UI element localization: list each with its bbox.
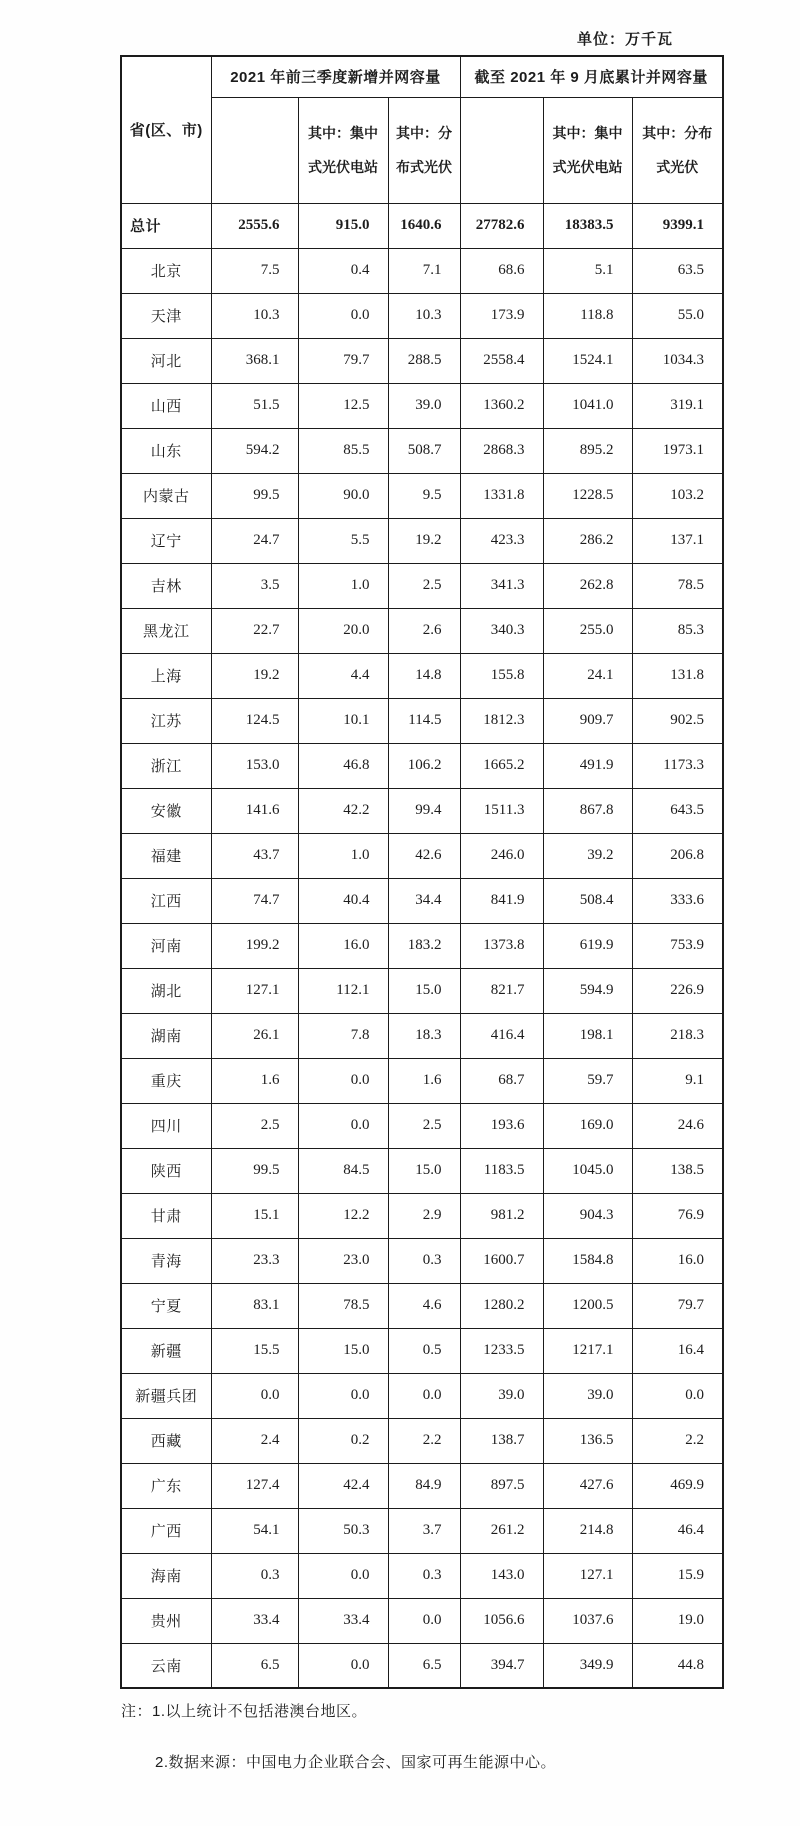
value-cell: 0.0 — [298, 1373, 388, 1418]
table-row — [121, 1508, 723, 1553]
footnotes — [121, 1700, 761, 1772]
province-label-cell: 福建 — [121, 833, 211, 878]
value-cell: 1217.1 — [543, 1328, 632, 1373]
value-cell: 981.2 — [460, 1193, 543, 1238]
value-cell: 0.3 — [211, 1553, 298, 1598]
value-cell: 15.1 — [211, 1193, 298, 1238]
value-cell: 1173.3 — [632, 743, 723, 788]
value-cell: 246.0 — [460, 833, 543, 878]
table-row — [121, 1643, 723, 1688]
value-cell: 33.4 — [211, 1598, 298, 1643]
value-cell: 15.9 — [632, 1553, 723, 1598]
value-cell: 0.0 — [388, 1598, 460, 1643]
value-cell: 39.0 — [460, 1373, 543, 1418]
value-cell: 895.2 — [543, 428, 632, 473]
value-cell: 14.8 — [388, 653, 460, 698]
value-cell: 16.0 — [632, 1238, 723, 1283]
value-cell: 6.5 — [388, 1643, 460, 1688]
value-cell: 46.4 — [632, 1508, 723, 1553]
value-cell: 59.7 — [543, 1058, 632, 1103]
value-cell: 16.0 — [298, 923, 388, 968]
table-row — [121, 968, 723, 1013]
value-cell: 27782.6 — [460, 203, 543, 248]
value-cell: 1228.5 — [543, 473, 632, 518]
value-cell: 18.3 — [388, 1013, 460, 1058]
value-cell: 169.0 — [543, 1103, 632, 1148]
province-label-cell: 甘肃 — [121, 1193, 211, 1238]
note-2: 2.数据来源：中国电力企业联合会、国家可再生能源中心。 — [155, 1754, 557, 1771]
value-cell: 199.2 — [211, 923, 298, 968]
value-cell: 2.2 — [632, 1418, 723, 1463]
value-cell: 2.5 — [211, 1103, 298, 1148]
province-label-cell: 新疆 — [121, 1328, 211, 1373]
table-row — [121, 1463, 723, 1508]
value-cell: 902.5 — [632, 698, 723, 743]
value-cell: 19.0 — [632, 1598, 723, 1643]
table-row — [121, 1418, 723, 1463]
value-cell: 349.9 — [543, 1643, 632, 1688]
table-row — [121, 1058, 723, 1103]
value-cell: 24.7 — [211, 518, 298, 563]
value-cell: 0.0 — [298, 1058, 388, 1103]
value-cell: 50.3 — [298, 1508, 388, 1553]
value-cell: 78.5 — [298, 1283, 388, 1328]
table-row — [121, 923, 723, 968]
value-cell: 1524.1 — [543, 338, 632, 383]
value-cell: 12.5 — [298, 383, 388, 428]
table-row — [121, 518, 723, 563]
pv-capacity-table — [120, 55, 724, 1689]
value-cell: 20.0 — [298, 608, 388, 653]
table-header — [121, 56, 723, 203]
table-row — [121, 1328, 723, 1373]
value-cell: 85.5 — [298, 428, 388, 473]
value-cell: 319.1 — [632, 383, 723, 428]
table-row — [121, 788, 723, 833]
value-cell: 24.6 — [632, 1103, 723, 1148]
group-header-row — [121, 56, 723, 97]
value-cell: 15.5 — [211, 1328, 298, 1373]
value-cell: 193.6 — [460, 1103, 543, 1148]
value-cell: 841.9 — [460, 878, 543, 923]
value-cell: 508.7 — [388, 428, 460, 473]
value-cell: 4.4 — [298, 653, 388, 698]
province-label-cell: 北京 — [121, 248, 211, 293]
value-cell: 54.1 — [211, 1508, 298, 1553]
value-cell: 394.7 — [460, 1643, 543, 1688]
value-cell: 753.9 — [632, 923, 723, 968]
value-cell: 15.0 — [388, 1148, 460, 1193]
province-label-cell: 新疆兵团 — [121, 1373, 211, 1418]
value-cell: 1812.3 — [460, 698, 543, 743]
province-label-cell: 湖南 — [121, 1013, 211, 1058]
province-label-cell: 天津 — [121, 293, 211, 338]
value-cell: 0.0 — [211, 1373, 298, 1418]
value-cell: 22.7 — [211, 608, 298, 653]
value-cell: 288.5 — [388, 338, 460, 383]
table-row — [121, 1148, 723, 1193]
value-cell: 7.8 — [298, 1013, 388, 1058]
value-cell: 2.2 — [388, 1418, 460, 1463]
value-cell: 40.4 — [298, 878, 388, 923]
value-cell: 1.6 — [388, 1058, 460, 1103]
value-cell: 42.4 — [298, 1463, 388, 1508]
value-cell: 1280.2 — [460, 1283, 543, 1328]
value-cell: 173.9 — [460, 293, 543, 338]
group-header-new-capacity: 2021 年前三季度新增并网容量 — [211, 56, 460, 97]
province-label-cell: 山东 — [121, 428, 211, 473]
value-cell: 286.2 — [543, 518, 632, 563]
sub-header-row — [121, 97, 723, 203]
value-cell: 340.3 — [460, 608, 543, 653]
value-cell: 9399.1 — [632, 203, 723, 248]
province-label-cell: 江西 — [121, 878, 211, 923]
table-row — [121, 698, 723, 743]
value-cell: 1.6 — [211, 1058, 298, 1103]
value-cell: 68.6 — [460, 248, 543, 293]
province-label-cell: 云南 — [121, 1643, 211, 1688]
value-cell: 416.4 — [460, 1013, 543, 1058]
value-cell: 76.9 — [632, 1193, 723, 1238]
value-cell: 79.7 — [632, 1283, 723, 1328]
value-cell: 143.0 — [460, 1553, 543, 1598]
value-cell: 74.7 — [211, 878, 298, 923]
value-cell: 1045.0 — [543, 1148, 632, 1193]
value-cell: 68.7 — [460, 1058, 543, 1103]
value-cell: 99.4 — [388, 788, 460, 833]
value-cell: 0.3 — [388, 1553, 460, 1598]
value-cell: 55.0 — [632, 293, 723, 338]
value-cell: 867.8 — [543, 788, 632, 833]
table-row — [121, 608, 723, 653]
value-cell: 42.2 — [298, 788, 388, 833]
subheader-new-centralized: 其中：集中式光伏电站 — [298, 97, 388, 203]
value-cell: 341.3 — [460, 563, 543, 608]
table-row — [121, 1103, 723, 1148]
value-cell: 909.7 — [543, 698, 632, 743]
value-cell: 2.5 — [388, 1103, 460, 1148]
province-label-cell: 吉林 — [121, 563, 211, 608]
value-cell: 643.5 — [632, 788, 723, 833]
value-cell: 33.4 — [298, 1598, 388, 1643]
value-cell: 127.1 — [543, 1553, 632, 1598]
value-cell: 10.3 — [211, 293, 298, 338]
province-label-cell: 青海 — [121, 1238, 211, 1283]
value-cell: 2.6 — [388, 608, 460, 653]
table-body — [121, 203, 723, 1688]
table-row — [121, 1013, 723, 1058]
value-cell: 34.4 — [388, 878, 460, 923]
value-cell: 226.9 — [632, 968, 723, 1013]
table-row — [121, 248, 723, 293]
value-cell: 368.1 — [211, 338, 298, 383]
province-label-cell: 内蒙古 — [121, 473, 211, 518]
province-label-cell: 重庆 — [121, 1058, 211, 1103]
value-cell: 3.5 — [211, 563, 298, 608]
unit-label: 单位：万千瓦 — [576, 31, 673, 48]
value-cell: 9.5 — [388, 473, 460, 518]
province-label-cell: 江苏 — [121, 698, 211, 743]
value-cell: 1041.0 — [543, 383, 632, 428]
value-cell: 5.5 — [298, 518, 388, 563]
value-cell: 141.6 — [211, 788, 298, 833]
table-row — [121, 473, 723, 518]
value-cell: 83.1 — [211, 1283, 298, 1328]
table-row — [121, 1238, 723, 1283]
value-cell: 136.5 — [543, 1418, 632, 1463]
value-cell: 2.5 — [388, 563, 460, 608]
value-cell: 103.2 — [632, 473, 723, 518]
value-cell: 0.0 — [298, 1103, 388, 1148]
province-label-cell: 湖北 — [121, 968, 211, 1013]
province-label-cell: 广东 — [121, 1463, 211, 1508]
value-cell: 1183.5 — [460, 1148, 543, 1193]
value-cell: 114.5 — [388, 698, 460, 743]
value-cell: 2.9 — [388, 1193, 460, 1238]
value-cell: 99.5 — [211, 473, 298, 518]
value-cell: 508.4 — [543, 878, 632, 923]
value-cell: 4.6 — [388, 1283, 460, 1328]
value-cell: 1.0 — [298, 833, 388, 878]
value-cell: 0.2 — [298, 1418, 388, 1463]
value-cell: 18383.5 — [543, 203, 632, 248]
value-cell: 19.2 — [211, 653, 298, 698]
table-row — [121, 743, 723, 788]
value-cell: 124.5 — [211, 698, 298, 743]
province-label-cell: 陕西 — [121, 1148, 211, 1193]
province-label-cell: 山西 — [121, 383, 211, 428]
value-cell: 131.8 — [632, 653, 723, 698]
value-cell: 2.4 — [211, 1418, 298, 1463]
value-cell: 1600.7 — [460, 1238, 543, 1283]
value-cell: 897.5 — [460, 1463, 543, 1508]
province-label-cell: 浙江 — [121, 743, 211, 788]
subheader-new-total-empty — [211, 97, 298, 203]
value-cell: 594.2 — [211, 428, 298, 473]
table-row — [121, 338, 723, 383]
table-row — [121, 833, 723, 878]
value-cell: 2555.6 — [211, 203, 298, 248]
corner-header-province: 省(区、市) — [121, 56, 211, 203]
value-cell: 2558.4 — [460, 338, 543, 383]
value-cell: 79.7 — [298, 338, 388, 383]
value-cell: 24.1 — [543, 653, 632, 698]
value-cell: 12.2 — [298, 1193, 388, 1238]
value-cell: 333.6 — [632, 878, 723, 923]
value-cell: 1360.2 — [460, 383, 543, 428]
province-label-cell: 安徽 — [121, 788, 211, 833]
value-cell: 84.9 — [388, 1463, 460, 1508]
value-cell: 26.1 — [211, 1013, 298, 1058]
value-cell: 51.5 — [211, 383, 298, 428]
value-cell: 85.3 — [632, 608, 723, 653]
value-cell: 9.1 — [632, 1058, 723, 1103]
value-cell: 84.5 — [298, 1148, 388, 1193]
value-cell: 1200.5 — [543, 1283, 632, 1328]
value-cell: 39.2 — [543, 833, 632, 878]
note-1: 注：1.以上统计不包括港澳台地区。 — [121, 1703, 368, 1720]
value-cell: 1233.5 — [460, 1328, 543, 1373]
province-label-cell: 黑龙江 — [121, 608, 211, 653]
value-cell: 155.8 — [460, 653, 543, 698]
province-label-cell: 海南 — [121, 1553, 211, 1598]
value-cell: 39.0 — [543, 1373, 632, 1418]
value-cell: 261.2 — [460, 1508, 543, 1553]
value-cell: 2868.3 — [460, 428, 543, 473]
value-cell: 138.7 — [460, 1418, 543, 1463]
value-cell: 0.0 — [298, 1643, 388, 1688]
subheader-cumulative-centralized: 其中：集中式光伏电站 — [543, 97, 632, 203]
value-cell: 206.8 — [632, 833, 723, 878]
total-row — [121, 203, 723, 248]
table-row — [121, 1283, 723, 1328]
value-cell: 42.6 — [388, 833, 460, 878]
value-cell: 0.4 — [298, 248, 388, 293]
table-row — [121, 1373, 723, 1418]
value-cell: 15.0 — [298, 1328, 388, 1373]
value-cell: 0.5 — [388, 1328, 460, 1373]
value-cell: 44.8 — [632, 1643, 723, 1688]
value-cell: 218.3 — [632, 1013, 723, 1058]
table-row — [121, 563, 723, 608]
province-label-cell: 河北 — [121, 338, 211, 383]
value-cell: 43.7 — [211, 833, 298, 878]
table-row — [121, 878, 723, 923]
value-cell: 10.1 — [298, 698, 388, 743]
value-cell: 99.5 — [211, 1148, 298, 1193]
table-row — [121, 293, 723, 338]
table-row — [121, 653, 723, 698]
value-cell: 1640.6 — [388, 203, 460, 248]
value-cell: 63.5 — [632, 248, 723, 293]
province-label-cell: 广西 — [121, 1508, 211, 1553]
province-label-cell: 河南 — [121, 923, 211, 968]
table-row — [121, 1553, 723, 1598]
value-cell: 90.0 — [298, 473, 388, 518]
value-cell: 15.0 — [388, 968, 460, 1013]
value-cell: 7.5 — [211, 248, 298, 293]
value-cell: 491.9 — [543, 743, 632, 788]
subheader-cumulative-total-empty — [460, 97, 543, 203]
value-cell: 0.0 — [298, 293, 388, 338]
subheader-new-distributed: 其中：分布式光伏 — [388, 97, 460, 203]
value-cell: 1584.8 — [543, 1238, 632, 1283]
value-cell: 118.8 — [543, 293, 632, 338]
subheader-cumulative-distributed: 其中：分布式光伏 — [632, 97, 723, 203]
province-label-cell: 贵州 — [121, 1598, 211, 1643]
value-cell: 214.8 — [543, 1508, 632, 1553]
province-label-cell: 西藏 — [121, 1418, 211, 1463]
value-cell: 262.8 — [543, 563, 632, 608]
value-cell: 16.4 — [632, 1328, 723, 1373]
value-cell: 127.4 — [211, 1463, 298, 1508]
value-cell: 78.5 — [632, 563, 723, 608]
value-cell: 198.1 — [543, 1013, 632, 1058]
value-cell: 1056.6 — [460, 1598, 543, 1643]
value-cell: 469.9 — [632, 1463, 723, 1508]
value-cell: 427.6 — [543, 1463, 632, 1508]
value-cell: 619.9 — [543, 923, 632, 968]
value-cell: 23.3 — [211, 1238, 298, 1283]
value-cell: 1.0 — [298, 563, 388, 608]
table-row — [121, 1193, 723, 1238]
province-label-cell: 辽宁 — [121, 518, 211, 563]
table-row — [121, 1598, 723, 1643]
value-cell: 10.3 — [388, 293, 460, 338]
value-cell: 1665.2 — [460, 743, 543, 788]
value-cell: 39.0 — [388, 383, 460, 428]
value-cell: 138.5 — [632, 1148, 723, 1193]
value-cell: 0.0 — [298, 1553, 388, 1598]
value-cell: 1331.8 — [460, 473, 543, 518]
value-cell: 255.0 — [543, 608, 632, 653]
value-cell: 1037.6 — [543, 1598, 632, 1643]
value-cell: 1373.8 — [460, 923, 543, 968]
province-label-cell: 上海 — [121, 653, 211, 698]
value-cell: 23.0 — [298, 1238, 388, 1283]
table-row — [121, 428, 723, 473]
value-cell: 0.0 — [388, 1373, 460, 1418]
value-cell: 5.1 — [543, 248, 632, 293]
value-cell: 153.0 — [211, 743, 298, 788]
value-cell: 46.8 — [298, 743, 388, 788]
province-label-cell: 宁夏 — [121, 1283, 211, 1328]
value-cell: 821.7 — [460, 968, 543, 1013]
value-cell: 594.9 — [543, 968, 632, 1013]
value-cell: 1973.1 — [632, 428, 723, 473]
value-cell: 1511.3 — [460, 788, 543, 833]
value-cell: 106.2 — [388, 743, 460, 788]
province-label-cell: 四川 — [121, 1103, 211, 1148]
value-cell: 915.0 — [298, 203, 388, 248]
value-cell: 183.2 — [388, 923, 460, 968]
group-header-cumulative-capacity: 截至 2021 年 9 月底累计并网容量 — [460, 56, 723, 97]
total-label-cell: 总计 — [121, 203, 211, 248]
value-cell: 1034.3 — [632, 338, 723, 383]
value-cell: 0.3 — [388, 1238, 460, 1283]
value-cell: 112.1 — [298, 968, 388, 1013]
value-cell: 904.3 — [543, 1193, 632, 1238]
value-cell: 127.1 — [211, 968, 298, 1013]
table-row — [121, 383, 723, 428]
value-cell: 19.2 — [388, 518, 460, 563]
value-cell: 6.5 — [211, 1643, 298, 1688]
value-cell: 7.1 — [388, 248, 460, 293]
value-cell: 3.7 — [388, 1508, 460, 1553]
value-cell: 423.3 — [460, 518, 543, 563]
value-cell: 0.0 — [632, 1373, 723, 1418]
value-cell: 137.1 — [632, 518, 723, 563]
